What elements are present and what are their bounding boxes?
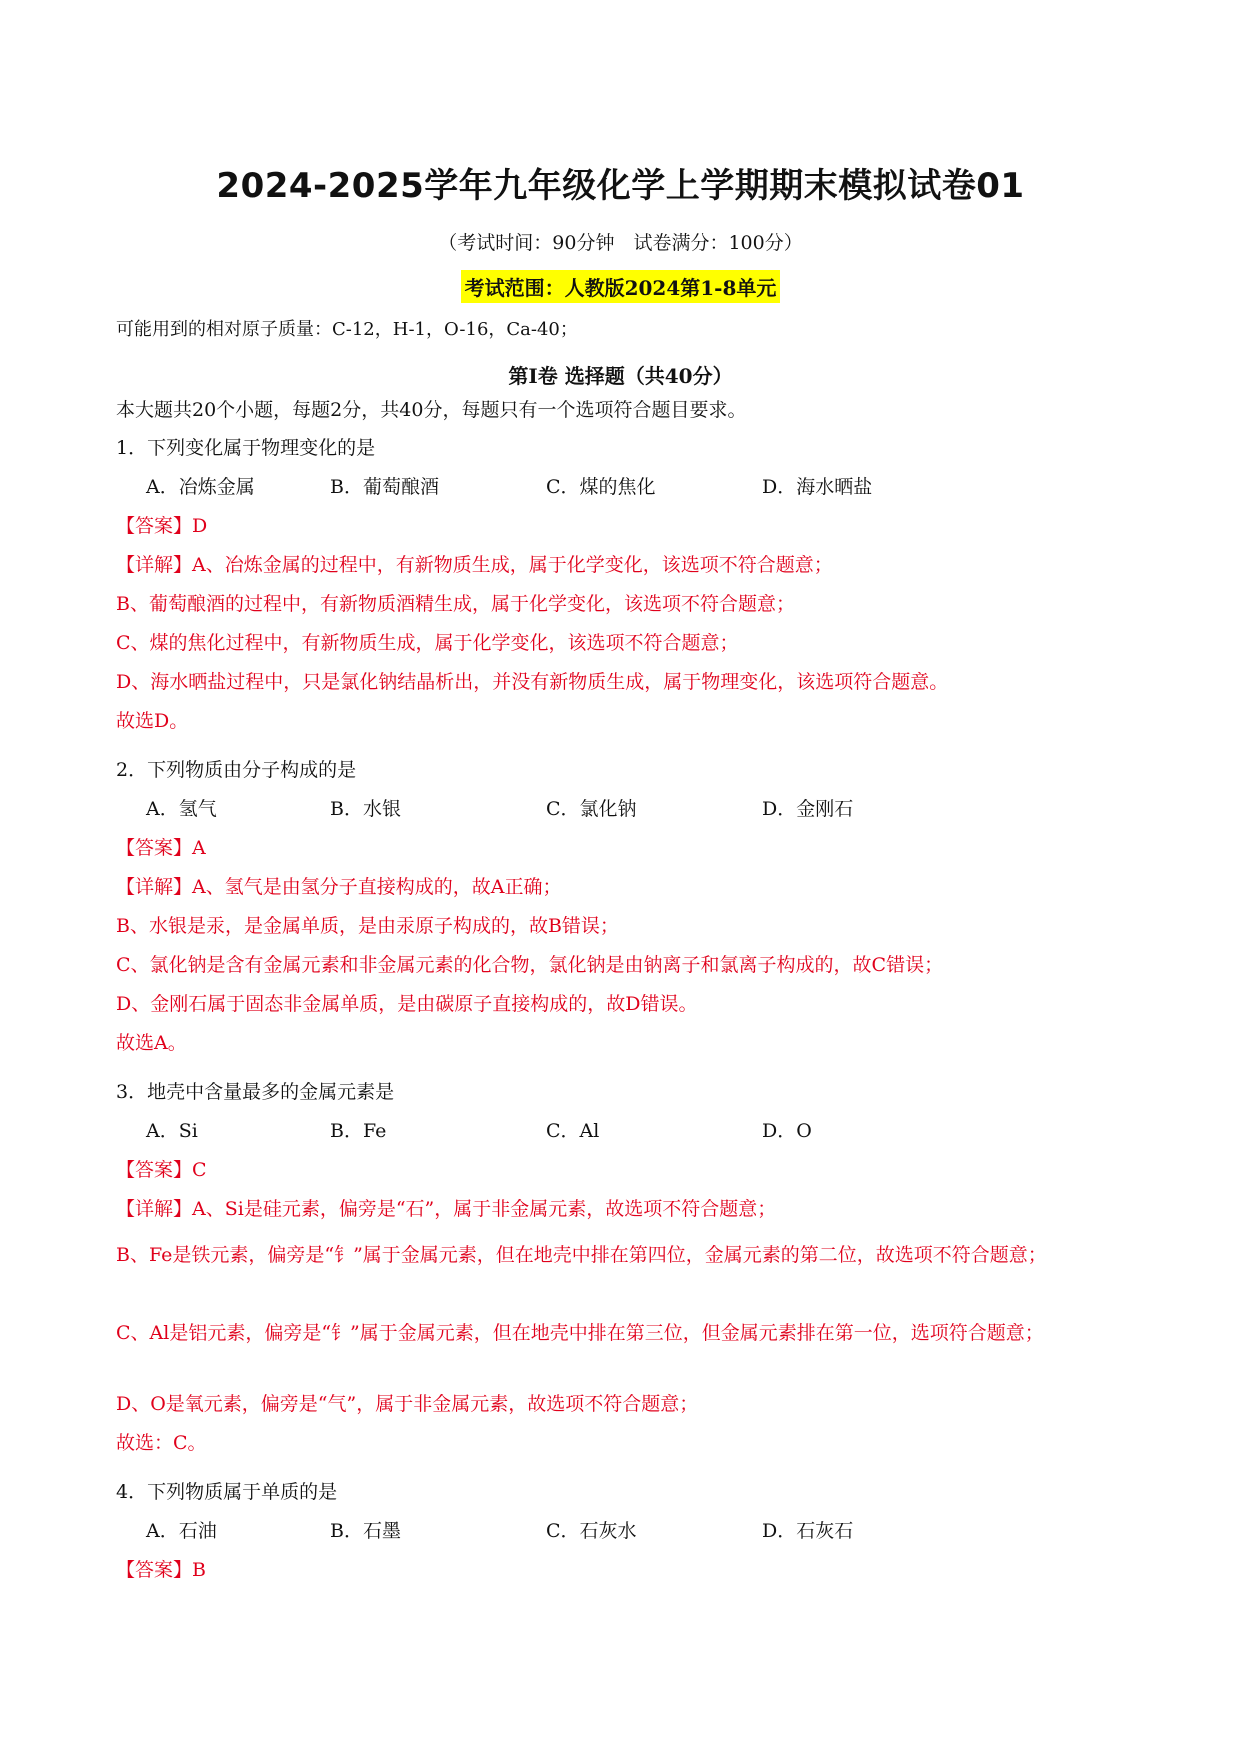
option-c: C．氯化钠 [546, 798, 637, 820]
option-b: B．石墨 [330, 1520, 401, 1542]
section-title: 第I卷 选择题（共40分） [508, 364, 733, 388]
question-3-answer: 【答案】C [116, 1159, 207, 1181]
option-b: B．Fe [330, 1120, 387, 1142]
option-a: A．氢气 [146, 798, 217, 820]
question-3-stem: 3．地壳中含量最多的金属元素是 [116, 1081, 395, 1103]
question-1-conclusion: 故选D。 [116, 710, 189, 732]
question-4-stem: 4．下列物质属于单质的是 [116, 1481, 338, 1503]
option-c: C．煤的焦化 [546, 476, 656, 498]
option-a: A．Si [146, 1120, 198, 1142]
option-d: D．O [762, 1120, 812, 1142]
question-1-detail-a: 【详解】A、冶炼金属的过程中，有新物质生成，属于化学变化，该选项不符合题意； [116, 554, 833, 576]
exam-subtitle: （考试时间：90分钟 试卷满分：100分） [438, 232, 803, 254]
section-instructions: 本大题共20个小题，每题2分，共40分，每题只有一个选项符合题目要求。 [116, 399, 747, 421]
option-b: B．葡萄酿酒 [330, 476, 439, 498]
option-d: D．海水晒盐 [762, 476, 873, 498]
question-1-stem: 1．下列变化属于物理变化的是 [116, 437, 376, 459]
question-3-conclusion: 故选：C。 [116, 1432, 207, 1454]
option-c: C．Al [546, 1120, 600, 1142]
question-2-conclusion: 故选A。 [116, 1032, 187, 1054]
question-2-detail-c: C、氯化钠是含有金属元素和非金属元素的化合物，氯化钠是由钠离子和氯离子构成的，故C错误； [116, 954, 944, 976]
option-a: A．石油 [146, 1520, 217, 1542]
option-d: D．金刚石 [762, 798, 854, 820]
question-1-detail-c: C、煤的焦化过程中，有新物质生成，属于化学变化，该选项不符合题意； [116, 632, 739, 654]
question-2-stem: 2．下列物质由分子构成的是 [116, 759, 357, 781]
question-1-detail-d: D、海水晒盐过程中，只是氯化钠结晶析出，并没有新物质生成，属于物理变化，该选项符合题意。 [116, 671, 949, 693]
question-2-detail-d: D、金刚石属于固态非金属单质，是由碳原子直接构成的，故D错误。 [116, 993, 698, 1015]
question-2-detail-b: B、水银是汞，是金属单质，是由汞原子构成的，故B错误； [116, 915, 619, 937]
question-3-detail-b: B、Fe是铁元素，偏旁是“钅”属于金属元素，但在地壳中排在第四位，金属元素的第二位，故选项不符合题意； [116, 1244, 1047, 1266]
question-1-detail-b: B、葡萄酿酒的过程中，有新物质酒精生成，属于化学变化，该选项不符合题意； [116, 593, 795, 615]
option-c: C．石灰水 [546, 1520, 637, 1542]
question-1-answer: 【答案】D [116, 515, 208, 537]
exam-title: 2024-2025学年九年级化学上学期期末模拟试卷01 [216, 166, 1025, 206]
option-d: D．石灰石 [762, 1520, 854, 1542]
option-b: B．水银 [330, 798, 401, 820]
atomic-masses: 可能用到的相对原子质量：C-12，H-1，O-16，Ca-40； [116, 319, 578, 340]
question-2-detail-a: 【详解】A、氢气是由氢分子直接构成的，故A正确； [116, 876, 562, 898]
question-3-detail-c: C、Al是铝元素，偏旁是“钅”属于金属元素，但在地壳中排在第三位，但金属元素排在第一位，选项符合题意； [116, 1322, 1044, 1344]
option-a: A．冶炼金属 [146, 476, 255, 498]
question-4-answer: 【答案】B [116, 1559, 206, 1581]
question-3-detail-d: D、O是氧元素，偏旁是“气”，属于非金属元素，故选项不符合题意； [116, 1393, 699, 1415]
exam-scope: 考试范围：人教版2024第1-8单元 [461, 270, 781, 303]
exam-scope-wrap [0, 270, 1241, 303]
question-3-detail-a: 【详解】A、Si是硅元素，偏旁是“石”，属于非金属元素，故选项不符合题意； [116, 1198, 777, 1220]
question-2-answer: 【答案】A [116, 837, 206, 859]
